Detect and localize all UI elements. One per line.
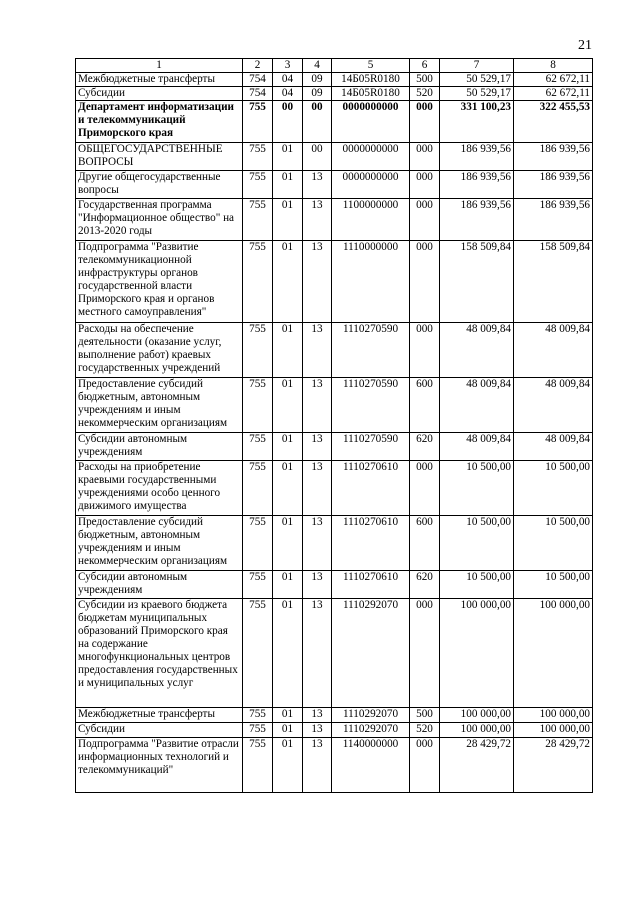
row-target-article: 1110270590 bbox=[332, 433, 410, 461]
row-subsection: 13 bbox=[303, 433, 332, 461]
row-name: Субсидии автономным учреждениям bbox=[76, 571, 243, 599]
row-gr: 754 bbox=[243, 73, 273, 87]
row-section: 01 bbox=[273, 461, 303, 516]
row-amount-1: 48 009,84 bbox=[440, 378, 514, 433]
row-expense-type: 620 bbox=[410, 433, 440, 461]
row-section: 01 bbox=[273, 143, 303, 171]
row-amount-2: 62 672,11 bbox=[514, 73, 593, 87]
budget-table bbox=[75, 58, 593, 793]
row-subsection: 13 bbox=[303, 723, 332, 738]
row-amount-1: 186 939,56 bbox=[440, 143, 514, 171]
row-section: 01 bbox=[273, 171, 303, 199]
row-amount-1: 10 500,00 bbox=[440, 516, 514, 571]
row-name: Расходы на обеспечение деятельности (оказание услуг, выполнение работ) краевых государственных учреждений bbox=[76, 323, 243, 378]
row-gr: 755 bbox=[243, 516, 273, 571]
row-name: Подпрограмма "Развитие отрасли информационных технологий и телекоммуникаций" bbox=[76, 738, 243, 793]
header-row bbox=[76, 59, 593, 73]
header-col-1: 1 bbox=[76, 59, 243, 73]
row-target-article: 1110270590 bbox=[332, 323, 410, 378]
header-col-5: 5 bbox=[332, 59, 410, 73]
row-target-article: 1110270610 bbox=[332, 516, 410, 571]
row-target-article: 1110292070 bbox=[332, 708, 410, 723]
row-section: 01 bbox=[273, 323, 303, 378]
row-amount-1: 100 000,00 bbox=[440, 723, 514, 738]
row-amount-1: 100 000,00 bbox=[440, 599, 514, 708]
row-expense-type: 520 bbox=[410, 87, 440, 101]
row-amount-2: 100 000,00 bbox=[514, 723, 593, 738]
row-name: Субсидии автономным учреждениям bbox=[76, 433, 243, 461]
table-body bbox=[76, 73, 593, 793]
row-amount-2: 10 500,00 bbox=[514, 571, 593, 599]
table-row bbox=[76, 738, 593, 793]
header-col-4: 4 bbox=[303, 59, 332, 73]
header-col-2: 2 bbox=[243, 59, 273, 73]
row-gr: 755 bbox=[243, 101, 273, 143]
row-amount-1: 50 529,17 bbox=[440, 87, 514, 101]
row-name: Государственная программа "Информационное общество" на 2013-2020 годы bbox=[76, 199, 243, 241]
row-expense-type: 000 bbox=[410, 323, 440, 378]
row-subsection: 13 bbox=[303, 241, 332, 323]
row-section: 01 bbox=[273, 433, 303, 461]
row-section: 01 bbox=[273, 516, 303, 571]
table-row bbox=[76, 599, 593, 708]
row-expense-type: 000 bbox=[410, 461, 440, 516]
row-gr: 755 bbox=[243, 599, 273, 708]
row-target-article: 1110292070 bbox=[332, 723, 410, 738]
row-expense-type: 000 bbox=[410, 171, 440, 199]
row-amount-1: 10 500,00 bbox=[440, 461, 514, 516]
table-row bbox=[76, 73, 593, 87]
row-target-article: 1140000000 bbox=[332, 738, 410, 793]
table-row bbox=[76, 516, 593, 571]
row-name: Субсидии из краевого бюджета бюджетам муниципальных образований Приморского края на содержание многофункциональных центров предоставления государственных и муниципальных услуг bbox=[76, 599, 243, 708]
row-amount-2: 186 939,56 bbox=[514, 171, 593, 199]
row-target-article: 14Б05R0180 bbox=[332, 73, 410, 87]
row-expense-type: 000 bbox=[410, 199, 440, 241]
row-amount-1: 331 100,23 bbox=[440, 101, 514, 143]
row-expense-type: 600 bbox=[410, 378, 440, 433]
row-target-article: 1100000000 bbox=[332, 199, 410, 241]
row-amount-1: 50 529,17 bbox=[440, 73, 514, 87]
row-gr: 755 bbox=[243, 433, 273, 461]
row-expense-type: 520 bbox=[410, 723, 440, 738]
row-amount-2: 186 939,56 bbox=[514, 199, 593, 241]
row-section: 04 bbox=[273, 87, 303, 101]
row-amount-2: 62 672,11 bbox=[514, 87, 593, 101]
row-amount-2: 322 455,53 bbox=[514, 101, 593, 143]
table-row bbox=[76, 87, 593, 101]
row-amount-2: 100 000,00 bbox=[514, 708, 593, 723]
row-name: Департамент информатизации и телекоммуникаций Приморского края bbox=[76, 101, 243, 143]
row-expense-type: 000 bbox=[410, 738, 440, 793]
row-target-article: 14Б05R0180 bbox=[332, 87, 410, 101]
row-amount-2: 10 500,00 bbox=[514, 516, 593, 571]
row-amount-2: 48 009,84 bbox=[514, 433, 593, 461]
table-row bbox=[76, 101, 593, 143]
header-col-6: 6 bbox=[410, 59, 440, 73]
row-target-article: 1110270610 bbox=[332, 571, 410, 599]
row-amount-2: 48 009,84 bbox=[514, 378, 593, 433]
row-target-article: 0000000000 bbox=[332, 171, 410, 199]
row-amount-2: 186 939,56 bbox=[514, 143, 593, 171]
row-section: 01 bbox=[273, 723, 303, 738]
row-section: 04 bbox=[273, 73, 303, 87]
row-subsection: 13 bbox=[303, 323, 332, 378]
row-section: 00 bbox=[273, 101, 303, 143]
row-subsection: 13 bbox=[303, 199, 332, 241]
header-col-7: 7 bbox=[440, 59, 514, 73]
row-gr: 755 bbox=[243, 241, 273, 323]
row-subsection: 09 bbox=[303, 73, 332, 87]
row-target-article: 1110270590 bbox=[332, 378, 410, 433]
row-gr: 755 bbox=[243, 461, 273, 516]
row-amount-1: 158 509,84 bbox=[440, 241, 514, 323]
row-subsection: 00 bbox=[303, 101, 332, 143]
row-amount-2: 10 500,00 bbox=[514, 461, 593, 516]
row-section: 01 bbox=[273, 378, 303, 433]
row-name: Другие общегосударственные вопросы bbox=[76, 171, 243, 199]
row-expense-type: 600 bbox=[410, 516, 440, 571]
row-section: 01 bbox=[273, 599, 303, 708]
row-amount-2: 28 429,72 bbox=[514, 738, 593, 793]
table-row bbox=[76, 378, 593, 433]
row-amount-1: 100 000,00 bbox=[440, 708, 514, 723]
row-name: Подпрограмма "Развитие телекоммуникационной инфраструктуры органов государственной власти Приморского края и органов местного самоуправления" bbox=[76, 241, 243, 323]
row-amount-1: 28 429,72 bbox=[440, 738, 514, 793]
row-gr: 755 bbox=[243, 738, 273, 793]
row-gr: 755 bbox=[243, 171, 273, 199]
table-row bbox=[76, 171, 593, 199]
table-row bbox=[76, 433, 593, 461]
row-gr: 755 bbox=[243, 378, 273, 433]
row-section: 01 bbox=[273, 241, 303, 323]
row-gr: 754 bbox=[243, 87, 273, 101]
row-subsection: 13 bbox=[303, 708, 332, 723]
row-amount-2: 48 009,84 bbox=[514, 323, 593, 378]
row-amount-2: 100 000,00 bbox=[514, 599, 593, 708]
row-target-article: 1110292070 bbox=[332, 599, 410, 708]
row-expense-type: 000 bbox=[410, 599, 440, 708]
row-subsection: 13 bbox=[303, 516, 332, 571]
row-subsection: 13 bbox=[303, 461, 332, 516]
table-row bbox=[76, 241, 593, 323]
row-section: 01 bbox=[273, 738, 303, 793]
row-expense-type: 500 bbox=[410, 73, 440, 87]
row-expense-type: 000 bbox=[410, 101, 440, 143]
table-row bbox=[76, 571, 593, 599]
table-row bbox=[76, 723, 593, 738]
row-target-article: 1110270610 bbox=[332, 461, 410, 516]
row-target-article: 1110000000 bbox=[332, 241, 410, 323]
row-amount-1: 48 009,84 bbox=[440, 433, 514, 461]
row-gr: 755 bbox=[243, 143, 273, 171]
row-expense-type: 000 bbox=[410, 143, 440, 171]
row-name: Субсидии bbox=[76, 87, 243, 101]
row-gr: 755 bbox=[243, 723, 273, 738]
row-subsection: 09 bbox=[303, 87, 332, 101]
row-amount-2: 158 509,84 bbox=[514, 241, 593, 323]
row-subsection: 00 bbox=[303, 143, 332, 171]
row-amount-1: 10 500,00 bbox=[440, 571, 514, 599]
row-name: Предоставление субсидий бюджетным, автономным учреждениям и иным некоммерческим организациям bbox=[76, 378, 243, 433]
row-expense-type: 000 bbox=[410, 241, 440, 323]
row-name: Межбюджетные трансферты bbox=[76, 708, 243, 723]
row-section: 01 bbox=[273, 708, 303, 723]
row-gr: 755 bbox=[243, 708, 273, 723]
header-col-3: 3 bbox=[273, 59, 303, 73]
row-amount-1: 48 009,84 bbox=[440, 323, 514, 378]
table-row bbox=[76, 708, 593, 723]
row-target-article: 0000000000 bbox=[332, 143, 410, 171]
row-section: 01 bbox=[273, 199, 303, 241]
table-row bbox=[76, 199, 593, 241]
row-subsection: 13 bbox=[303, 738, 332, 793]
row-section: 01 bbox=[273, 571, 303, 599]
row-subsection: 13 bbox=[303, 599, 332, 708]
row-name: ОБЩЕГОСУДАРСТВЕННЫЕ ВОПРОСЫ bbox=[76, 143, 243, 171]
row-expense-type: 620 bbox=[410, 571, 440, 599]
row-name: Межбюджетные трансферты bbox=[76, 73, 243, 87]
row-name: Предоставление субсидий бюджетным, автономным учреждениям и иным некоммерческим организациям bbox=[76, 516, 243, 571]
page-number: 21 bbox=[578, 38, 592, 53]
row-amount-1: 186 939,56 bbox=[440, 171, 514, 199]
table-row bbox=[76, 461, 593, 516]
row-amount-1: 186 939,56 bbox=[440, 199, 514, 241]
row-expense-type: 500 bbox=[410, 708, 440, 723]
row-gr: 755 bbox=[243, 323, 273, 378]
row-name: Расходы на приобретение краевыми государственными учреждениями особо ценного движимого имущества bbox=[76, 461, 243, 516]
row-subsection: 13 bbox=[303, 378, 332, 433]
row-name: Субсидии bbox=[76, 723, 243, 738]
row-subsection: 13 bbox=[303, 571, 332, 599]
row-gr: 755 bbox=[243, 571, 273, 599]
table-row bbox=[76, 323, 593, 378]
header-col-8: 8 bbox=[514, 59, 593, 73]
row-target-article: 0000000000 bbox=[332, 101, 410, 143]
row-subsection: 13 bbox=[303, 171, 332, 199]
row-gr: 755 bbox=[243, 199, 273, 241]
table-row bbox=[76, 143, 593, 171]
